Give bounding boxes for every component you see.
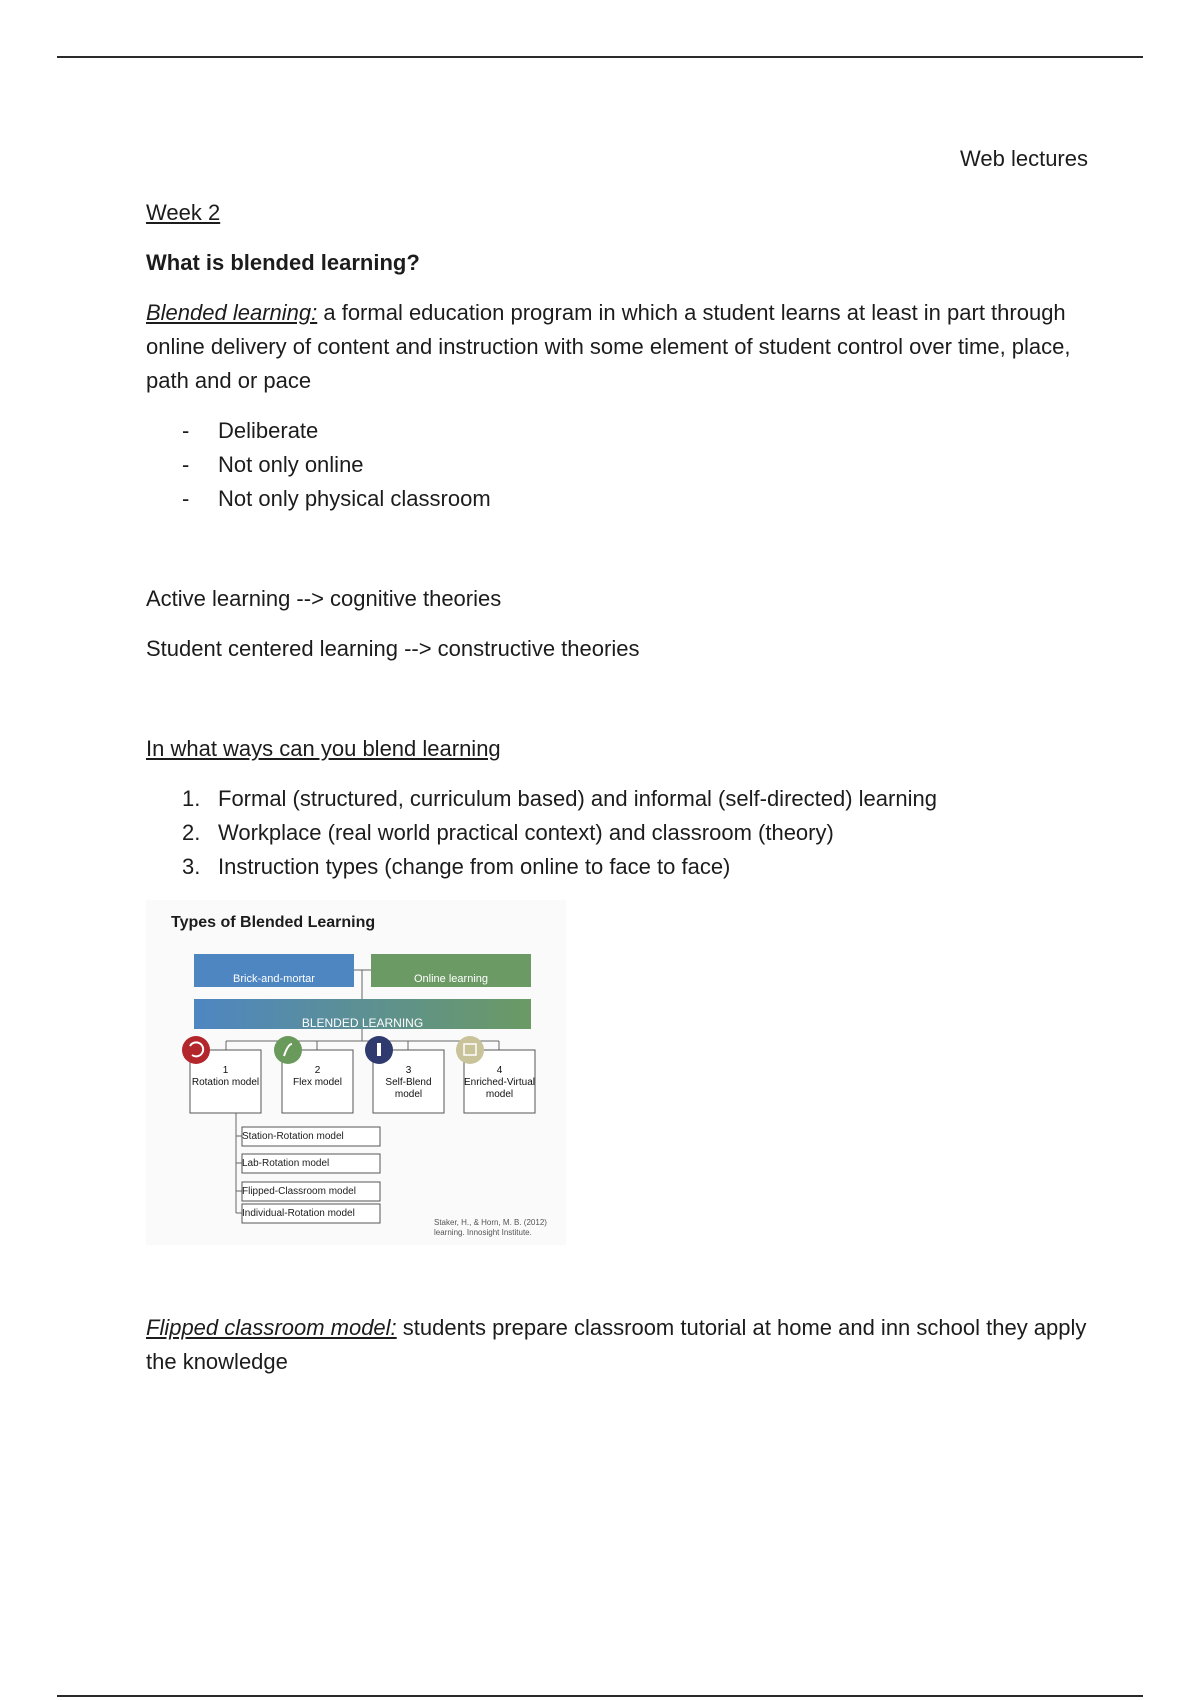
definition-term: Blended learning: [146,300,318,325]
theory-line-student-centered: Student centered learning --> constructive theories [146,636,640,661]
model-label-flex: 2 Flex model [293,1065,342,1088]
blended-learning-types-figure [146,900,566,1245]
sub-label-individual-rotation: Individual-Rotation model [242,1208,355,1219]
list-item: 3. Instruction types (change from online to face to face) [182,854,731,879]
model-label-rotation: 1 Rotation model [191,1065,260,1088]
definition-text: a formal education program in which a student learns at least in part through online delivery of content and instruction with some element of student control over time, place, path and or pace [146,300,1071,393]
bullet-marker: - [182,452,190,477]
bullet-list [146,414,1096,516]
blended-learning-label: BLENDED LEARNING [301,1016,424,1030]
week-heading: Week 2 [146,200,221,225]
flipped-classroom-text: students prepare classroom tutorial at home and inn school they apply the knowledge [146,1315,1087,1374]
figure-title: Types of Blended Learning [171,914,376,931]
flipped-classroom-paragraph [146,1311,1096,1379]
ways-heading: In what ways can you blend learning [146,736,501,761]
sub-label-flipped-classroom: Flipped-Classroom model [242,1186,356,1197]
theory-line-active: Active learning --> cognitive theories [146,586,502,611]
ways-list [146,782,1096,884]
document-header-title: Web lectures [960,146,1088,171]
list-item: - Deliberate [146,414,1096,448]
enriched-virtual-model-icon [456,1036,484,1064]
question-heading: What is blended learning? [146,250,420,275]
list-item: - Not only physical classroom [146,482,1096,516]
bullet-marker: - [182,418,190,443]
list-item: 2. Workplace (real world practical context) and classroom (theory) [182,820,834,845]
flex-model-icon [274,1036,302,1064]
sub-label-lab-rotation: Lab-Rotation model [242,1158,330,1169]
online-learning-label: Online learning [414,973,488,985]
model-label-enriched-virtual: 4 Enriched-Virtual model [464,1065,535,1100]
model-label-self-blend: 3 Self-Blend model [385,1065,432,1100]
definition-paragraph [146,296,1096,398]
top-rule [57,56,1143,58]
document-body [146,196,1096,1379]
bottom-rule [57,1695,1143,1697]
brick-and-mortar-label: Brick-and-mortar [233,973,315,985]
flipped-classroom-term: Flipped classroom model: [146,1315,397,1340]
list-item: - Not only online [146,448,1096,482]
bullet-marker: - [182,486,190,511]
list-item: 1. Formal (structured, curriculum based) and informal (self-directed) learning [182,786,937,811]
figure-citation: Staker, H., & Horn, M. B. (2012) learning. Innosight Institute. [434,1218,547,1237]
sub-label-station-rotation: Station-Rotation model [242,1131,344,1142]
rotation-model-icon [182,1036,210,1064]
